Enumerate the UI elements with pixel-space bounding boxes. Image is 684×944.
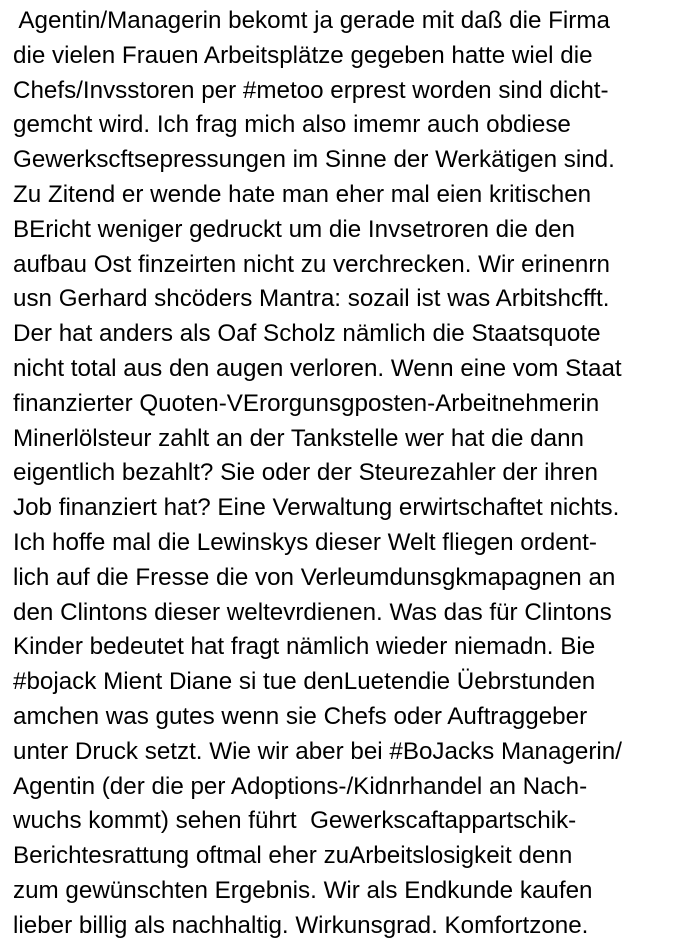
text-line: Agentin (der die per Adoptions-/Kidnrhandel an Nach- (13, 772, 588, 800)
text-line: aufbau Ost finzeirten nicht zu verchrecken. Wir erinenrn (13, 250, 610, 278)
text-line: Der hat anders als Oaf Scholz nämlich die Staatsquote (13, 320, 601, 348)
text-line: amchen was gutes wenn sie Chefs oder Auftraggeber (13, 702, 588, 730)
text-line: Kinder bedeutet hat fragt nämlich wieder niemadn. Bie (13, 633, 596, 661)
text-line: usn Gerhard shcöders Mantra: sozail ist was Arbitshcfft. (13, 285, 610, 313)
text-line: BEricht weniger gedruckt um die Invsetroren die den (13, 215, 575, 243)
text-line: Chefs/Invsstoren per #metoo erprest worden sind dicht- (13, 76, 609, 104)
text-line: finanzierter Quoten-VErorgunsgposten-Arbeitnehmerin (13, 389, 600, 417)
text-line: nicht total aus den augen verloren. Wenn eine vom Staat (13, 354, 622, 382)
text-line: lich auf die Fresse die von Verleumdunsgkmapagnen an (13, 563, 616, 591)
text-line: Minerlölsteur zahlt an der Tankstelle wer hat die dann (13, 424, 584, 452)
text-line: Job finanziert hat? Eine Verwaltung erwirtschaftet nichts. (13, 494, 620, 522)
text-line: Zu Zitend er wende hate man eher mal eien kritischen (13, 180, 592, 208)
text-line: unter Druck setzt. Wie wir aber bei #BoJacks Managerin/ (13, 737, 622, 765)
text-line: eigentlich bezahlt? Sie oder der Steurezahler der ihren (13, 459, 598, 487)
text-line: den Clintons dieser weltevrdienen. Was das für Clintons (13, 598, 612, 626)
text-line: die vielen Frauen Arbeitsplätze gegeben hatte wiel die (13, 41, 593, 69)
text-line: wuchs kommt) sehen führt Gewerkscaftappartschik- (13, 807, 577, 835)
text-line: zum gewünschten Ergebnis. Wir als Endkunde kaufen (13, 876, 593, 904)
text-line: Agentin/Managerin bekomt ja gerade mit daß die Firma (13, 7, 610, 34)
text-line: Gewerkscftsepressungen im Sinne der Werkätigen sind. (13, 146, 615, 174)
text-line: #bojack Mient Diane si tue denLuetendie Üebrstunden (13, 668, 596, 696)
text-line: Ich hoffe mal die Lewinskys dieser Welt fliegen ordent- (13, 528, 597, 556)
text-line: lieber billig als nachhaltig. Wirkunsgrad. Komfortzone. (13, 911, 589, 939)
text-line: gemcht wird. Ich frag mich also imemr auch obdiese (13, 111, 571, 139)
body-text (13, 4, 681, 944)
text-line: Berichtesrattung oftmal eher zuArbeitslosigkeit denn (13, 842, 573, 870)
